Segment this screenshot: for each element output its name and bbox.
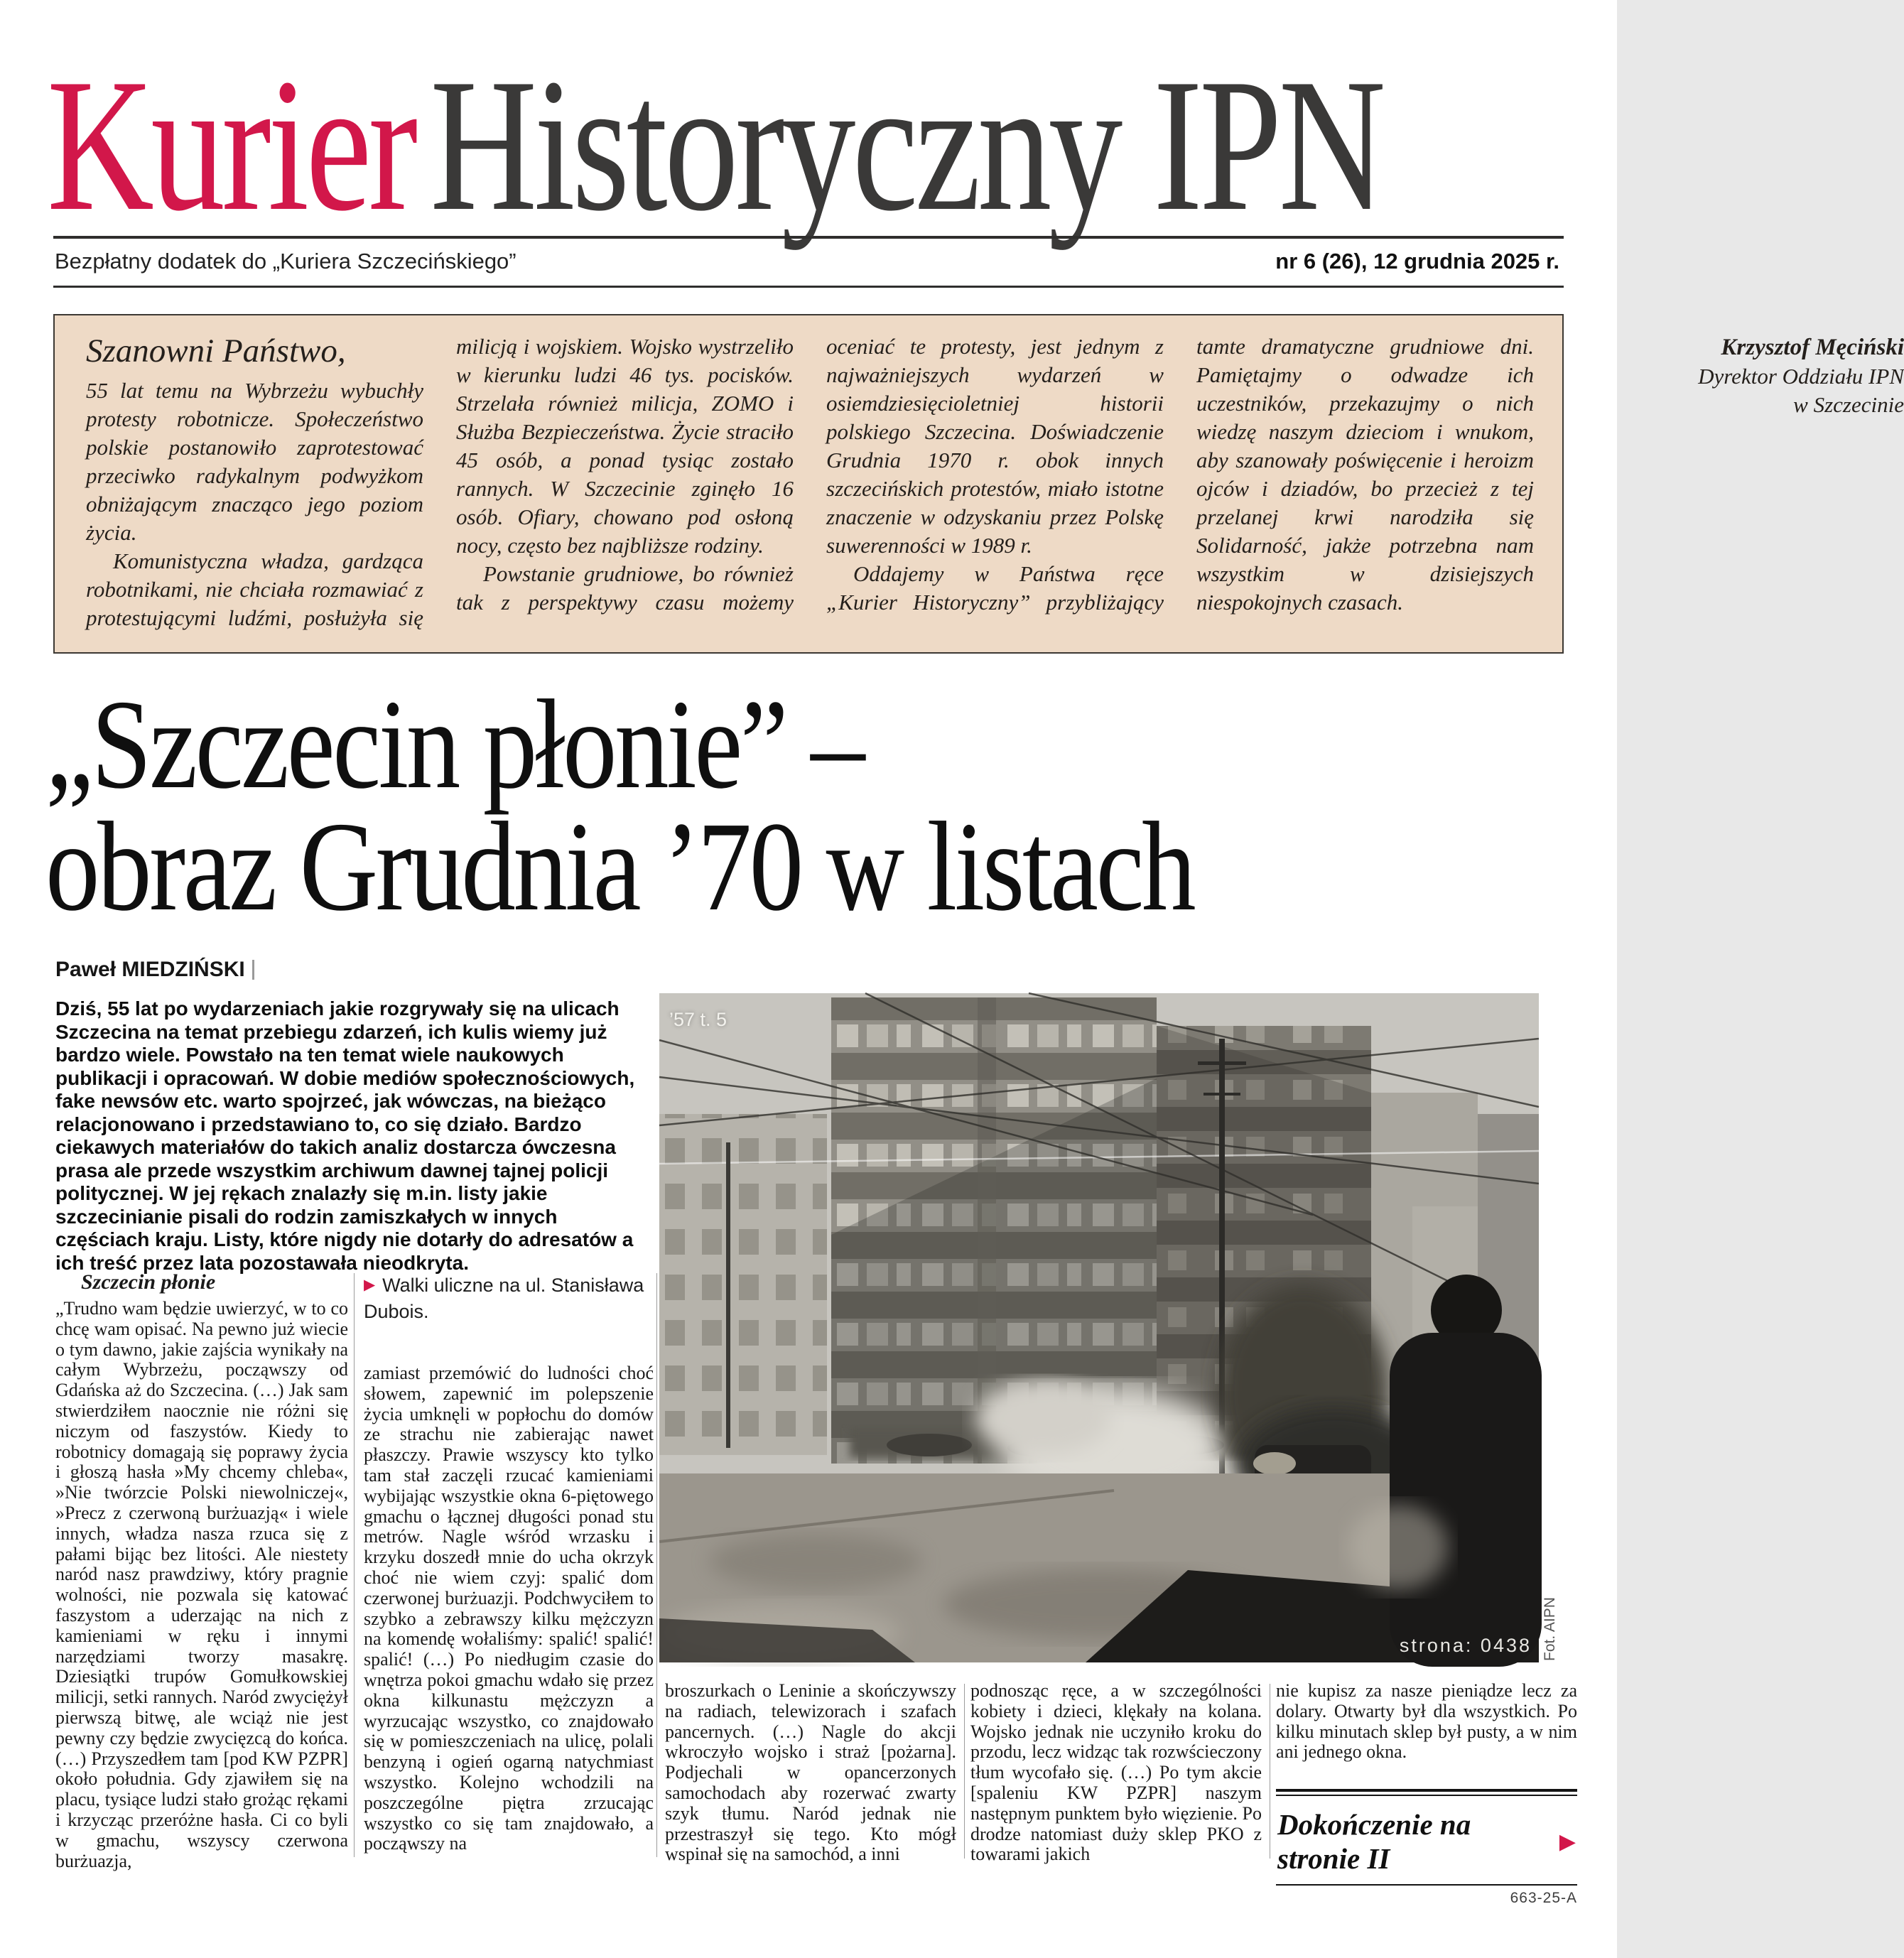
masthead-kurier: Kurier xyxy=(47,39,415,250)
street-photo-illustration xyxy=(659,993,1539,1662)
article-column-3: broszurkach o Leninie a skończywszy na radiach, telewizorach i szafach pancernych. (…) Nagle do akcji wkroczyło wojsko i straż [pożarna]. Podjechali w opancerzonych samochodach aby rozerwać zwarty szyk tłumu. Naród jednak nie przestraszył się tego. Kto mógł wspinał się na samochód, a inni xyxy=(665,1680,956,1865)
article-column-5: nie kupisz za nasze pieniądze lecz za dolary. Otwarty był dla wszystkich. Po kilku minutach sklep był pusty, a w nim ani jednego okna. xyxy=(1276,1680,1577,1763)
column-rule xyxy=(354,1273,355,1857)
issue-date: nr 6 (26), 12 grudnia 2025 r. xyxy=(1275,249,1559,274)
article-text: zamiast przemówić do ludności choć słowem, zapewnić im polepszenie życia umknęli w popłochu do domów ze strachu nie zabierając nawet płaszczy. Prawie wszyscy kto tylko tam stał zaczęli rzucać kamieniami wybijając wszystkie okna 6-piętowego gmachu o łącznej długości ponad stu metrów. Nagle wśród wrzasku i krzyku doszedł mnie do ucha okrzyk choć nie wiem czyj: spalić dom czerwonej burżuazji. Podchwyciłem to szybko a zebrawszy kilku mężczyzn na komendę wołaliśmy: spalić! spalić! spalić! (…) Po niedługim czasie do wnętrza pokoi gmachu wdało się przez okna kilkunastu mężczyzn a wyrzucając wszystko, co znajdowało się w pomieszczeniach na ulicę, polali benzyną i ogień ogarną natychmiast wszystko. Kolejno wchodzili na poszczególne piętra zrzucając wszystko co się tam znajdowało, a począwszy na xyxy=(364,1363,654,1854)
rule xyxy=(1276,1884,1577,1886)
article-column-2 xyxy=(364,1273,654,1854)
continuation-label: Dokończenie na stronie II xyxy=(1277,1808,1471,1875)
supplement-note: Bezpłatny dodatek do „Kuriera Szczecińskiego” xyxy=(55,249,516,274)
article-text: „Trudno wam będzie uwierzyć, w to co chcę wam opisać. Na pewno już wiecie o tym dawno, jakie zajścia wynikały na całym Wybrzeżu, począwszy od Gdańska aż do Szczecina. (…) Jak sam stwierdziłem naocznie nie różni się niczym od faszystów. Kiedy to robotnicy domagają się poprawy życia i głoszą hasła »My chcemy chleba«, »Nie twórzcie Polski niewolniczej«, »Precz z czerwoną burżuazją« i wiele innych, władza nasza rzuca się z pałami bijąc bez litości. Ale niestety naród nasz prawdziwy, który pragnie wolności, nie pozwala się katować faszystom a uderzając na nich z kamieniami w ręku i innymi narzędziami tworzy masakrę. Dziesiątki trupów Gomułkowskiej milicji, setki rannych. Naród zwyciężył pierwszą bitwę, ale wciąż nie jest pewny czy będzie zwycięzcą do końca. (…) Przyszedłem tam [pod KW PZPR] około południa. Gdy zjawiłem się na placu, tysiące ludzi stało grożąc rękami i krzycząc przeróżne hasła. Ci co byli w gmachu, wszyscy czerwona burżuazja, xyxy=(55,1298,348,1871)
photo-page-number-label: strona: 0438 xyxy=(1399,1635,1532,1656)
editorial-paragraph: 55 lat temu na Wybrzeżu wybuchły protesty robotnicze. Społeczeństwo polskie postanowiło zaprotestować przeciwko radykalnym podwyżkom obniżającym znacząco jego poziom życia. xyxy=(86,378,423,545)
signature-place: w Szczecinie xyxy=(1793,392,1904,417)
dateline-bar xyxy=(53,236,1564,288)
headline-line-2: obraz Grudnia ’70 w listach xyxy=(45,796,1194,937)
byline-divider xyxy=(252,960,254,980)
rule xyxy=(1276,1789,1577,1792)
photo-credit: Fot. AIPN xyxy=(1542,1597,1558,1661)
column-rule xyxy=(964,1684,965,1859)
headline-line-1: „Szczecin płonie” – xyxy=(45,674,863,815)
masthead xyxy=(47,39,1383,250)
editorial-paragraph: Oddajemy w Państwa ręce „Kurier Historyczny” przybliżający tamte dramatyczne grudniowe dni. Pamiętajmy o odwadze ich uczestników, przekazujmy o nich wiedzę naszym dzieciom i wnukom, aby szanowały poświęcenie i heroizm ojców i dziadów, bo przecież z tej przelanej krwi narodziła się Solidarność, jakże potrzebna nam wszystkim w dzisiejszych niespokojnych czasach. xyxy=(826,334,1534,615)
lead-paragraph: Dziś, 55 lat po wydarzeniach jakie rozgrywały się na ulicach Szczecina na temat przebiegu zdarzeń, ich kulis wiemy już bardzo wiele. Powstało na ten temat wiele naukowych publikacji i opracowań. W dobie mediów społecznościowych, fake newsów etc. warto spojrzeć, jak wówczas, na bieżąco relacjonowano i przedstawiano to, co się działo. Bardzo ciekawych materiałów do takich analiz dostarcza ówczesna prasa ale przede wszystkim archiwum dawnej tajnej policji politycznej. W jej rękach znalazły się m.in. listy jakie szczecinianie pisali do rodzin zamiszkałych w innych częściach kraju. Listy, które nigdy nie dotarły do adresatów a ich treść przez lata pozostawała nieodkryta. xyxy=(55,997,635,1274)
byline xyxy=(55,958,254,982)
section-subhead: Szczecin płonie xyxy=(81,1270,216,1294)
author-name: Paweł MIEDZIŃSKI xyxy=(55,958,245,981)
masthead-historyczny-ipn: Historyczny IPN xyxy=(430,39,1383,250)
editorial-greeting: Szanowni Państwo, xyxy=(86,332,346,369)
caption-triangle-icon: ▶ xyxy=(364,1277,376,1293)
continuation-box xyxy=(1276,1789,1577,1907)
continuation-triangle-icon: ▶ xyxy=(1559,1829,1576,1854)
signature-role: Dyrektor Oddziału IPN xyxy=(1698,364,1904,389)
article-column-1 xyxy=(55,1270,348,1871)
street-photo xyxy=(659,993,1539,1662)
article-headline xyxy=(45,674,1194,937)
signature-name: Krzysztof Męciński xyxy=(1721,335,1904,360)
photo-archive-label: ’57 t. 5 xyxy=(669,1009,727,1030)
editorial-box xyxy=(53,314,1904,654)
editorial-paragraph: Komunistyczna władza, gardząca robotnikami, nie chciała rozmawiać z protestującymi ludźmi, posłużyła się milicją i wojskiem. Wojsko wystrzeliło w kierunku ludzi 46 tys. pocisków. Strzelała również milicja, ZOMO i Służba Bezpieczeństwa. Życie straciło 45 osób, a ponad tysiąc zostało rannych. W Szczecinie zginęło 16 osób. Ofiary, chowano pod osłoną nocy, często bez najbliższe rodziny. xyxy=(86,334,794,630)
article-column-4: podnosząc ręce, a w szczególności kobiety i dzieci, klękały na kolana. Wojsko jednak nie uczyniło kroku do przodu, lecz widząc tak rozwścieczony tłum wycofało się. (…) Po tym akcie [spaleniu KW PZPR] naszym następnym punktem było więzienie. Po drodze natomiast duży sklep PKO z towarami jakich xyxy=(970,1680,1262,1865)
editorial-paragraph: Powstanie grudniowe, bo również tak z perspektywy czasu możemy oceniać te protesty, jest jednym z najważniejszych wydarzeń w osiemdziesięcioletniej historii polskiego Szczecina. Doświadczenie Grudnia 1970 r. obok innych szczecińskich protestów, miało istotne znaczenie w odzyskaniu przez Polskę suwerenności w 1989 r. xyxy=(456,334,1164,615)
editorial-signature xyxy=(1567,332,1904,419)
footer-code: 663-25-A xyxy=(1510,1890,1577,1906)
photo-caption-text: Walki uliczne na ul. Stanisława Dubois. xyxy=(364,1275,644,1322)
photo-caption xyxy=(364,1273,654,1324)
column-rule xyxy=(656,1273,657,1857)
